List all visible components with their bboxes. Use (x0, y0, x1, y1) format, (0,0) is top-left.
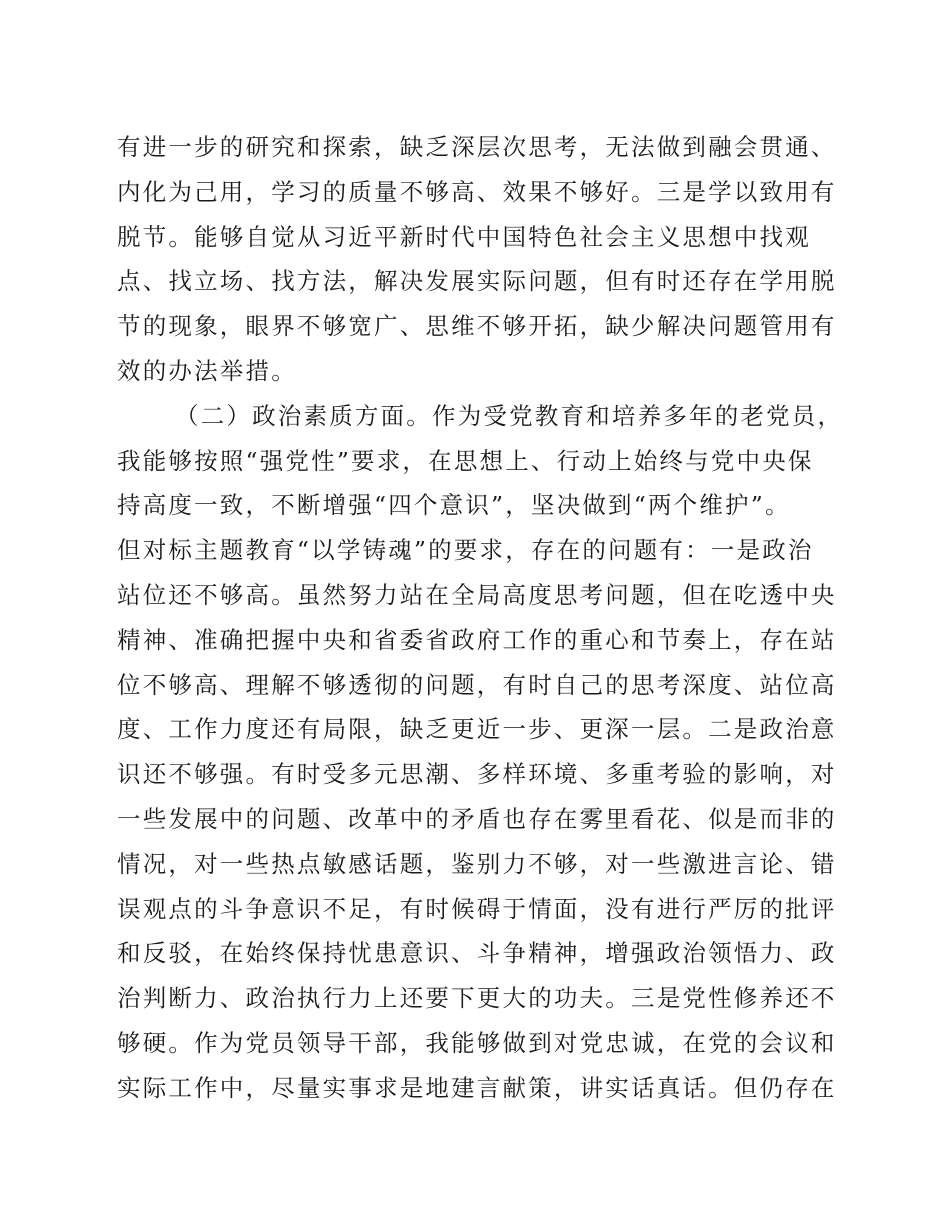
text-line: 误观点的斗争意识不足，有时候碍于情面，没有进行严厉的批评 (117, 894, 837, 923)
text-line: 情况，对一些热点敏感话题，鉴别力不够，对一些激进言论、错 (117, 849, 837, 878)
text-line: 节的现象，眼界不够宽广、思维不够开拓，缺少解决问题管用有 (117, 312, 837, 341)
text-line: 识还不够强。有时受多元思潮、多样环境、多重考验的影响，对 (117, 760, 837, 789)
text-line: 站位还不够高。虽然努力站在全局高度思考问题，但在吃透中央 (117, 580, 837, 609)
text-line: 精神、准确把握中央和省委省政府工作的重心和节奏上，存在站 (117, 625, 837, 654)
section-heading-line: （二）政治素质方面。作为受党教育和培养多年的老党员， (175, 401, 844, 430)
text-line: 持高度一致，不断增强“四个意识”，坚决做到“两个维护”。 (117, 491, 791, 520)
text-line: 度、工作力度还有局限，缺乏更近一步、更深一层。二是政治意 (117, 715, 837, 744)
text-line: 一些发展中的问题、改革中的矛盾也存在雾里看花、似是而非的 (117, 804, 837, 833)
text-line: 内化为己用，学习的质量不够高、效果不够好。三是学以致用有 (117, 177, 837, 206)
text-line: 有进一步的研究和探索，缺乏深层次思考，无法做到融会贯通、 (117, 133, 837, 161)
text-line: 点、找立场、找方法，解决发展实际问题，但有时还存在学用脱 (117, 267, 837, 296)
text-line: 脱节。能够自觉从习近平新时代中国特色社会主义思想中找观 (117, 222, 811, 251)
body-text (117, 125, 844, 1111)
text-line: 位不够高、理解不够透彻的问题，有时自己的思考深度、站位高 (117, 670, 837, 699)
text-line: 但对标主题教育“以学铸魂”的要求，存在的问题有：一是政治 (117, 536, 814, 565)
text-line: 和反驳，在始终保持忧患意识、斗争精神，增强政治领悟力、政 (117, 939, 837, 968)
text-line: 治判断力、政治执行力上还要下更大的功夫。三是党性修养还不 (117, 984, 837, 1013)
text-line: 效的办法举措。 (117, 356, 297, 385)
text-line: 我能够按照“强党性”要求，在思想上、行动上始终与党中央保 (117, 446, 814, 475)
text-line: 实际工作中，尽量实事求是地建言献策，讲实话真话。但仍存在 (117, 1073, 837, 1102)
text-line: 够硬。作为党员领导干部，我能够做到对党忠诚，在党的会议和 (117, 1028, 837, 1057)
